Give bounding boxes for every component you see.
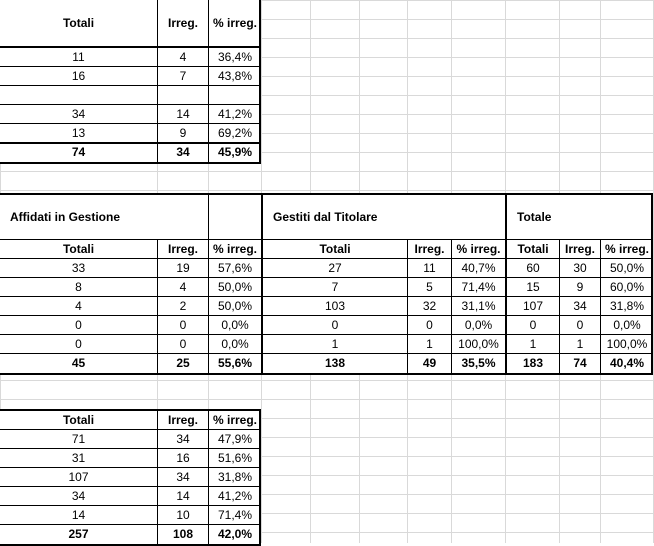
- block2-cell[interactable]: 1: [505, 335, 559, 354]
- block2-cell[interactable]: 0: [0, 316, 157, 335]
- block2-total-5[interactable]: 35,5%: [451, 354, 505, 373]
- block3-header-0[interactable]: Totali: [0, 411, 157, 430]
- block1-total-top-border: [0, 142, 261, 144]
- block3-cell[interactable]: 34: [0, 487, 157, 506]
- block2-cell[interactable]: 30: [559, 259, 600, 278]
- block2-total-3[interactable]: 138: [261, 354, 407, 373]
- block2-cell[interactable]: 50,0%: [208, 297, 261, 316]
- block3-cell[interactable]: 71: [0, 430, 157, 449]
- block2-cell[interactable]: 103: [261, 297, 407, 316]
- block2-cell[interactable]: 2: [157, 297, 208, 316]
- block2-cell[interactable]: 71,4%: [451, 278, 505, 297]
- block2-cell[interactable]: 60,0%: [600, 278, 653, 297]
- block3-cell[interactable]: 34: [157, 468, 208, 487]
- block1-cell[interactable]: 16: [0, 67, 157, 86]
- block2-header-3[interactable]: Totali: [261, 240, 407, 259]
- block3-total-1[interactable]: 108: [157, 525, 208, 544]
- block2-cell[interactable]: 4: [0, 297, 157, 316]
- block2-total-2[interactable]: 55,6%: [208, 354, 261, 373]
- block1-cell[interactable]: 36,4%: [208, 48, 261, 67]
- block2-total-0[interactable]: 45: [0, 354, 157, 373]
- block2-empty[interactable]: [208, 195, 261, 240]
- block2-cell[interactable]: 34: [559, 297, 600, 316]
- block3-cell[interactable]: 71,4%: [208, 506, 261, 525]
- block2-total-7[interactable]: 74: [559, 354, 600, 373]
- block1-cell[interactable]: [157, 86, 208, 105]
- block2-cell[interactable]: 0: [157, 335, 208, 354]
- block2-header-8[interactable]: % irreg.: [600, 240, 653, 259]
- block2-total-6[interactable]: 183: [505, 354, 559, 373]
- block2-cell[interactable]: 0: [407, 316, 451, 335]
- block1-cell[interactable]: 9: [157, 124, 208, 143]
- block2-cell[interactable]: 1: [559, 335, 600, 354]
- block2-total-4[interactable]: 49: [407, 354, 451, 373]
- group-title-affidati[interactable]: Affidati in Gestione: [0, 195, 208, 240]
- block2-right-border: [651, 193, 653, 375]
- block2-cell[interactable]: 0: [559, 316, 600, 335]
- block2-cell[interactable]: 0,0%: [208, 316, 261, 335]
- block1-cell[interactable]: 14: [157, 105, 208, 124]
- block2-cell[interactable]: 0: [0, 335, 157, 354]
- block3-cell[interactable]: 34: [157, 430, 208, 449]
- block2-cell[interactable]: 0: [505, 316, 559, 335]
- block2-header-2[interactable]: % irreg.: [208, 240, 261, 259]
- block1-cell[interactable]: 11: [0, 48, 157, 67]
- block3-cell[interactable]: 31,8%: [208, 468, 261, 487]
- block2-cell[interactable]: 27: [261, 259, 407, 278]
- block2-header-0[interactable]: Totali: [0, 240, 157, 259]
- block1-total-1[interactable]: 34: [157, 143, 208, 162]
- block2-cell[interactable]: 60: [505, 259, 559, 278]
- block3-total-0[interactable]: 257: [0, 525, 157, 544]
- block1-cell[interactable]: [208, 86, 261, 105]
- block3-cell[interactable]: 16: [157, 449, 208, 468]
- block2-cell[interactable]: 40,7%: [451, 259, 505, 278]
- block2-cell[interactable]: 0: [157, 316, 208, 335]
- block2-header-7[interactable]: Irreg.: [559, 240, 600, 259]
- block1-cell[interactable]: 13: [0, 124, 157, 143]
- block2-cell[interactable]: 50,0%: [600, 259, 653, 278]
- block1-cell[interactable]: [0, 86, 157, 105]
- block2-cell[interactable]: 0,0%: [600, 316, 653, 335]
- block2-cell[interactable]: 8: [0, 278, 157, 297]
- block2-cell[interactable]: 0: [261, 316, 407, 335]
- block1-cell[interactable]: 4: [157, 48, 208, 67]
- block2-cell[interactable]: 5: [407, 278, 451, 297]
- block2-header-6[interactable]: Totali: [505, 240, 559, 259]
- block3-cell[interactable]: 51,6%: [208, 449, 261, 468]
- block2-cell[interactable]: 100,0%: [600, 335, 653, 354]
- block1-cell[interactable]: 41,2%: [208, 105, 261, 124]
- block3-cell[interactable]: 10: [157, 506, 208, 525]
- block1-header-0[interactable]: Totali: [0, 0, 157, 46]
- block3-cell[interactable]: 41,2%: [208, 487, 261, 506]
- block3-cell[interactable]: 14: [157, 487, 208, 506]
- block2-cell[interactable]: 50,0%: [208, 278, 261, 297]
- block2-header-1[interactable]: Irreg.: [157, 240, 208, 259]
- block1-cell[interactable]: 43,8%: [208, 67, 261, 86]
- block2-cell[interactable]: 1: [407, 335, 451, 354]
- block2-cell[interactable]: 0,0%: [208, 335, 261, 354]
- block1-cell[interactable]: 34: [0, 105, 157, 124]
- block3-header-1[interactable]: Irreg.: [157, 411, 208, 430]
- block3-total-2[interactable]: 42,0%: [208, 525, 261, 544]
- block3-cell[interactable]: 47,9%: [208, 430, 261, 449]
- block2-header-4[interactable]: Irreg.: [407, 240, 451, 259]
- block2-total-1[interactable]: 25: [157, 354, 208, 373]
- block3-cell[interactable]: 31: [0, 449, 157, 468]
- block1-header-1[interactable]: Irreg.: [157, 0, 208, 46]
- block2-cell[interactable]: 1: [261, 335, 407, 354]
- block2-cell[interactable]: 4: [157, 278, 208, 297]
- block1-right-border: [259, 0, 261, 164]
- block2-cell[interactable]: 57,6%: [208, 259, 261, 278]
- block1-total-bottom-border: [0, 162, 261, 164]
- block2-cell[interactable]: 31,1%: [451, 297, 505, 316]
- block3-cell[interactable]: 14: [0, 506, 157, 525]
- block1-header-border: [0, 46, 261, 48]
- block2-cell[interactable]: 33: [0, 259, 157, 278]
- group-title-gestiti[interactable]: Gestiti dal Titolare: [261, 195, 505, 240]
- block2-total-bottom-border: [0, 373, 653, 375]
- block3-cell[interactable]: 107: [0, 468, 157, 487]
- block3-header-2[interactable]: % irreg.: [208, 411, 261, 430]
- block2-header-5[interactable]: % irreg.: [451, 240, 505, 259]
- block1-cell[interactable]: 7: [157, 67, 208, 86]
- block2-cell[interactable]: 0,0%: [451, 316, 505, 335]
- block2-cell[interactable]: 107: [505, 297, 559, 316]
- block1-total-2[interactable]: 45,9%: [208, 143, 261, 162]
- group-title-totale[interactable]: Totale: [505, 195, 653, 240]
- block1-header-2[interactable]: % irreg.: [208, 0, 261, 46]
- block2-cell[interactable]: 15: [505, 278, 559, 297]
- block1-cell[interactable]: 69,2%: [208, 124, 261, 143]
- block2-cell[interactable]: 100,0%: [451, 335, 505, 354]
- block2-cell[interactable]: 7: [261, 278, 407, 297]
- block2-cell[interactable]: 11: [407, 259, 451, 278]
- block2-cell[interactable]: 32: [407, 297, 451, 316]
- block2-cell[interactable]: 31,8%: [600, 297, 653, 316]
- block2-cell[interactable]: 9: [559, 278, 600, 297]
- block2-cell[interactable]: 19: [157, 259, 208, 278]
- block1-total-0[interactable]: 74: [0, 143, 157, 162]
- block2-total-8[interactable]: 40,4%: [600, 354, 653, 373]
- block3-right-border: [259, 409, 261, 546]
